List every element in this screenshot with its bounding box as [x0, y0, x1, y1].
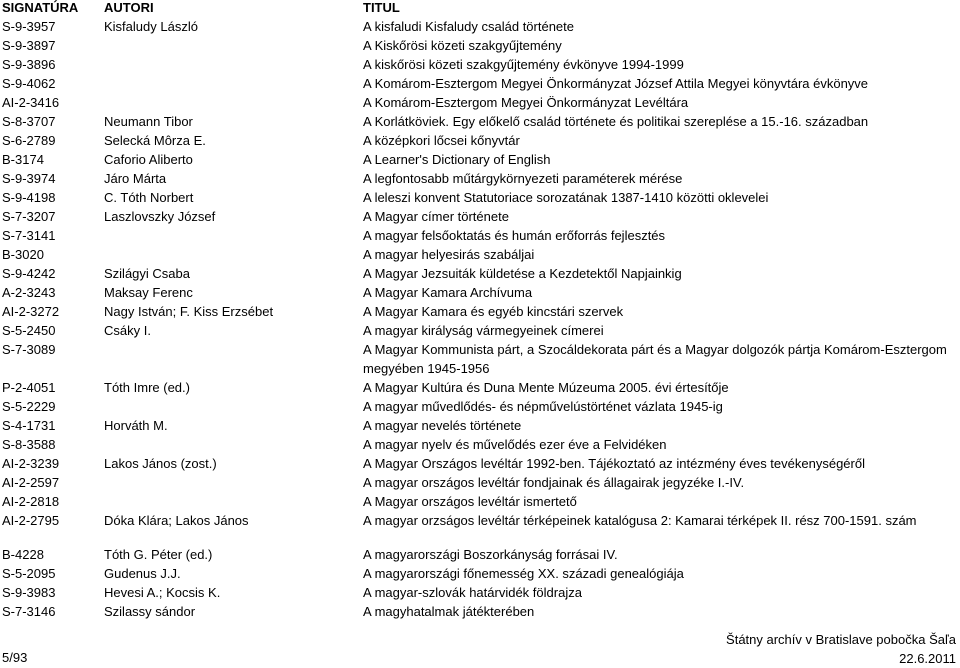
signature-cell: A-2-3243	[2, 285, 56, 300]
author-cell: Hevesi A.; Kocsis K.	[104, 585, 221, 600]
title-cell: A Magyar Kultúra és Duna Mente Múzeuma 2005. évi értesítője	[363, 380, 729, 395]
signature-cell: S-9-3957	[2, 19, 56, 34]
signature-cell: B-4228	[2, 547, 44, 562]
signature-cell: AI-2-2795	[2, 513, 60, 528]
author-cell: Tóth G. Péter (ed.)	[104, 547, 213, 562]
header-signatura: SIGNATÚRA	[2, 0, 79, 15]
title-cell: A magyarországi Boszorkányság forrásai IV.	[363, 547, 618, 562]
title-cell: A magyar nevelés története	[363, 418, 522, 433]
title-cell: A magyar művedlődés- és népművelústörténet vázlata 1945-ig	[363, 399, 723, 414]
signature-cell: S-5-2450	[2, 323, 56, 338]
author-cell: Szilassy sándor	[104, 604, 196, 619]
signature-cell: S-6-2789	[2, 133, 56, 148]
author-cell: Laszlovszky József	[104, 209, 216, 224]
signature-cell: S-9-4242	[2, 266, 56, 281]
title-cell: A Komárom-Esztergom Megyei Önkormányzat Levéltára	[363, 95, 689, 110]
title-cell: A magyar orzságos levéltár térképeinek katalógusa 2: Kamarai térképek II. rész 700-1591. szám	[363, 513, 917, 528]
author-cell: Dóka Klára; Lakos János	[104, 513, 249, 528]
signature-cell: AI-2-2597	[2, 475, 60, 490]
title-cell: A magyar-szlovák határvidék földrajza	[363, 585, 582, 600]
title-cell: A Magyar címer története	[363, 209, 509, 224]
header-titul: TITUL	[363, 0, 400, 15]
title-cell: A Learner's Dictionary of English	[363, 152, 551, 167]
title-cell: A magyar országos levéltár fondjainak és állagairak jegyzéke I.-IV.	[363, 475, 745, 490]
page-number: 5/93	[2, 650, 28, 665]
signature-cell: S-9-3896	[2, 57, 56, 72]
title-cell: A Magyar Kamara és egyéb kincstári szervek	[363, 304, 624, 319]
title-cell: A középkori lőcsei kőnyvtár	[363, 133, 520, 148]
signature-cell: S-9-4198	[2, 190, 56, 205]
title-cell: A magyar királyság vármegyeinek címerei	[363, 323, 604, 338]
signature-cell: AI-2-3272	[2, 304, 60, 319]
title-cell: A Komárom-Esztergom Megyei Önkormányzat József Attila Megyei könyvtára évkönyve	[363, 76, 869, 91]
title-cell: A magyar felsőoktatás és humán erőforrás fejlesztés	[363, 228, 666, 243]
signature-cell: S-7-3207	[2, 209, 56, 224]
table-row	[0, 604, 960, 626]
title-cell: A leleszi konvent Statutoriace sorozatának 1387-1410 közötti oklevelei	[363, 190, 769, 205]
signature-cell: S-5-2095	[2, 566, 56, 581]
author-cell: Horváth M.	[104, 418, 168, 433]
title-cell: A magyar helyesirás szabáljai	[363, 247, 535, 262]
signature-cell: S-9-3974	[2, 171, 56, 186]
signature-cell: P-2-4051	[2, 380, 56, 395]
title-cell: A Magyar Kommunista párt, a Szocáldekorata párt és a Magyar dolgozók pártja Komárom-Esztergom	[363, 342, 947, 357]
author-cell: Szilágyi Csaba	[104, 266, 190, 281]
author-cell: Nagy István; F. Kiss Erzsébet	[104, 304, 274, 319]
signature-cell: B-3020	[2, 247, 44, 262]
signature-cell: AI-2-3239	[2, 456, 60, 471]
author-cell: Tóth Imre (ed.)	[104, 380, 190, 395]
signature-cell: S-9-4062	[2, 76, 56, 91]
author-cell: Gudenus J.J.	[104, 566, 181, 581]
title-cell: A magyhatalmak játékterében	[363, 604, 535, 619]
signature-cell: S-7-3146	[2, 604, 56, 619]
table-row	[0, 513, 960, 535]
author-cell: Csáky I.	[104, 323, 151, 338]
author-cell: Caforio Aliberto	[104, 152, 193, 167]
signature-cell: S-9-3897	[2, 38, 56, 53]
author-cell: Selecká Môrza E.	[104, 133, 206, 148]
title-cell: A magyarországi főnemesség XX. századi genealógiája	[363, 566, 684, 581]
author-cell: C. Tóth Norbert	[104, 190, 194, 205]
signature-cell: S-8-3588	[2, 437, 56, 452]
title-cell: A Korlátköviek. Egy előkelő család története és politikai szereplése a 15.-16. században	[363, 114, 869, 129]
signature-cell: S-4-1731	[2, 418, 56, 433]
signature-cell: B-3174	[2, 152, 44, 167]
signature-cell: AI-2-3416	[2, 95, 60, 110]
author-cell: Maksay Ferenc	[104, 285, 193, 300]
header-autori: AUTORI	[104, 0, 154, 15]
title-cell: A Magyar Jezsuiták küldetése a Kezdetektől Napjainkig	[363, 266, 682, 281]
title-cell: A Kiskőrösi közeti szakgyűjtemény	[363, 38, 562, 53]
signature-cell: AI-2-2818	[2, 494, 60, 509]
title-cell: A Magyar Kamara Archívuma	[363, 285, 533, 300]
footer-date: 22.6.2011	[899, 651, 956, 666]
title-cell-continued: megyében 1945-1956	[363, 361, 490, 376]
author-cell: Neumann Tibor	[104, 114, 193, 129]
title-cell: A legfontosabb műtárgykörnyezeti paraméterek mérése	[363, 171, 683, 186]
signature-cell: S-5-2229	[2, 399, 56, 414]
author-cell: Kisfaludy László	[104, 19, 198, 34]
signature-cell: S-9-3983	[2, 585, 56, 600]
footer-institution: Štátny archív v Bratislave pobočka Šaľa	[726, 632, 956, 647]
title-cell: A kisfaludi Kisfaludy család története	[363, 19, 575, 34]
author-cell: Járo Márta	[104, 171, 167, 186]
signature-cell: S-8-3707	[2, 114, 56, 129]
title-cell: A magyar nyelv és művelődés ezer éve a Felvidéken	[363, 437, 667, 452]
signature-cell: S-7-3089	[2, 342, 56, 357]
title-cell: A Magyar országos levéltár ismertető	[363, 494, 577, 509]
author-cell: Lakos János (zost.)	[104, 456, 217, 471]
table-header	[0, 0, 960, 18]
title-cell: A Magyar Országos levéltár 1992-ben. Tájékoztató az intézmény éves tevékenységéről	[363, 456, 865, 471]
table-row	[0, 342, 960, 376]
signature-cell: S-7-3141	[2, 228, 56, 243]
title-cell: A kiskőrösi közeti szakgyűjtemény évkönyve 1994-1999	[363, 57, 684, 72]
